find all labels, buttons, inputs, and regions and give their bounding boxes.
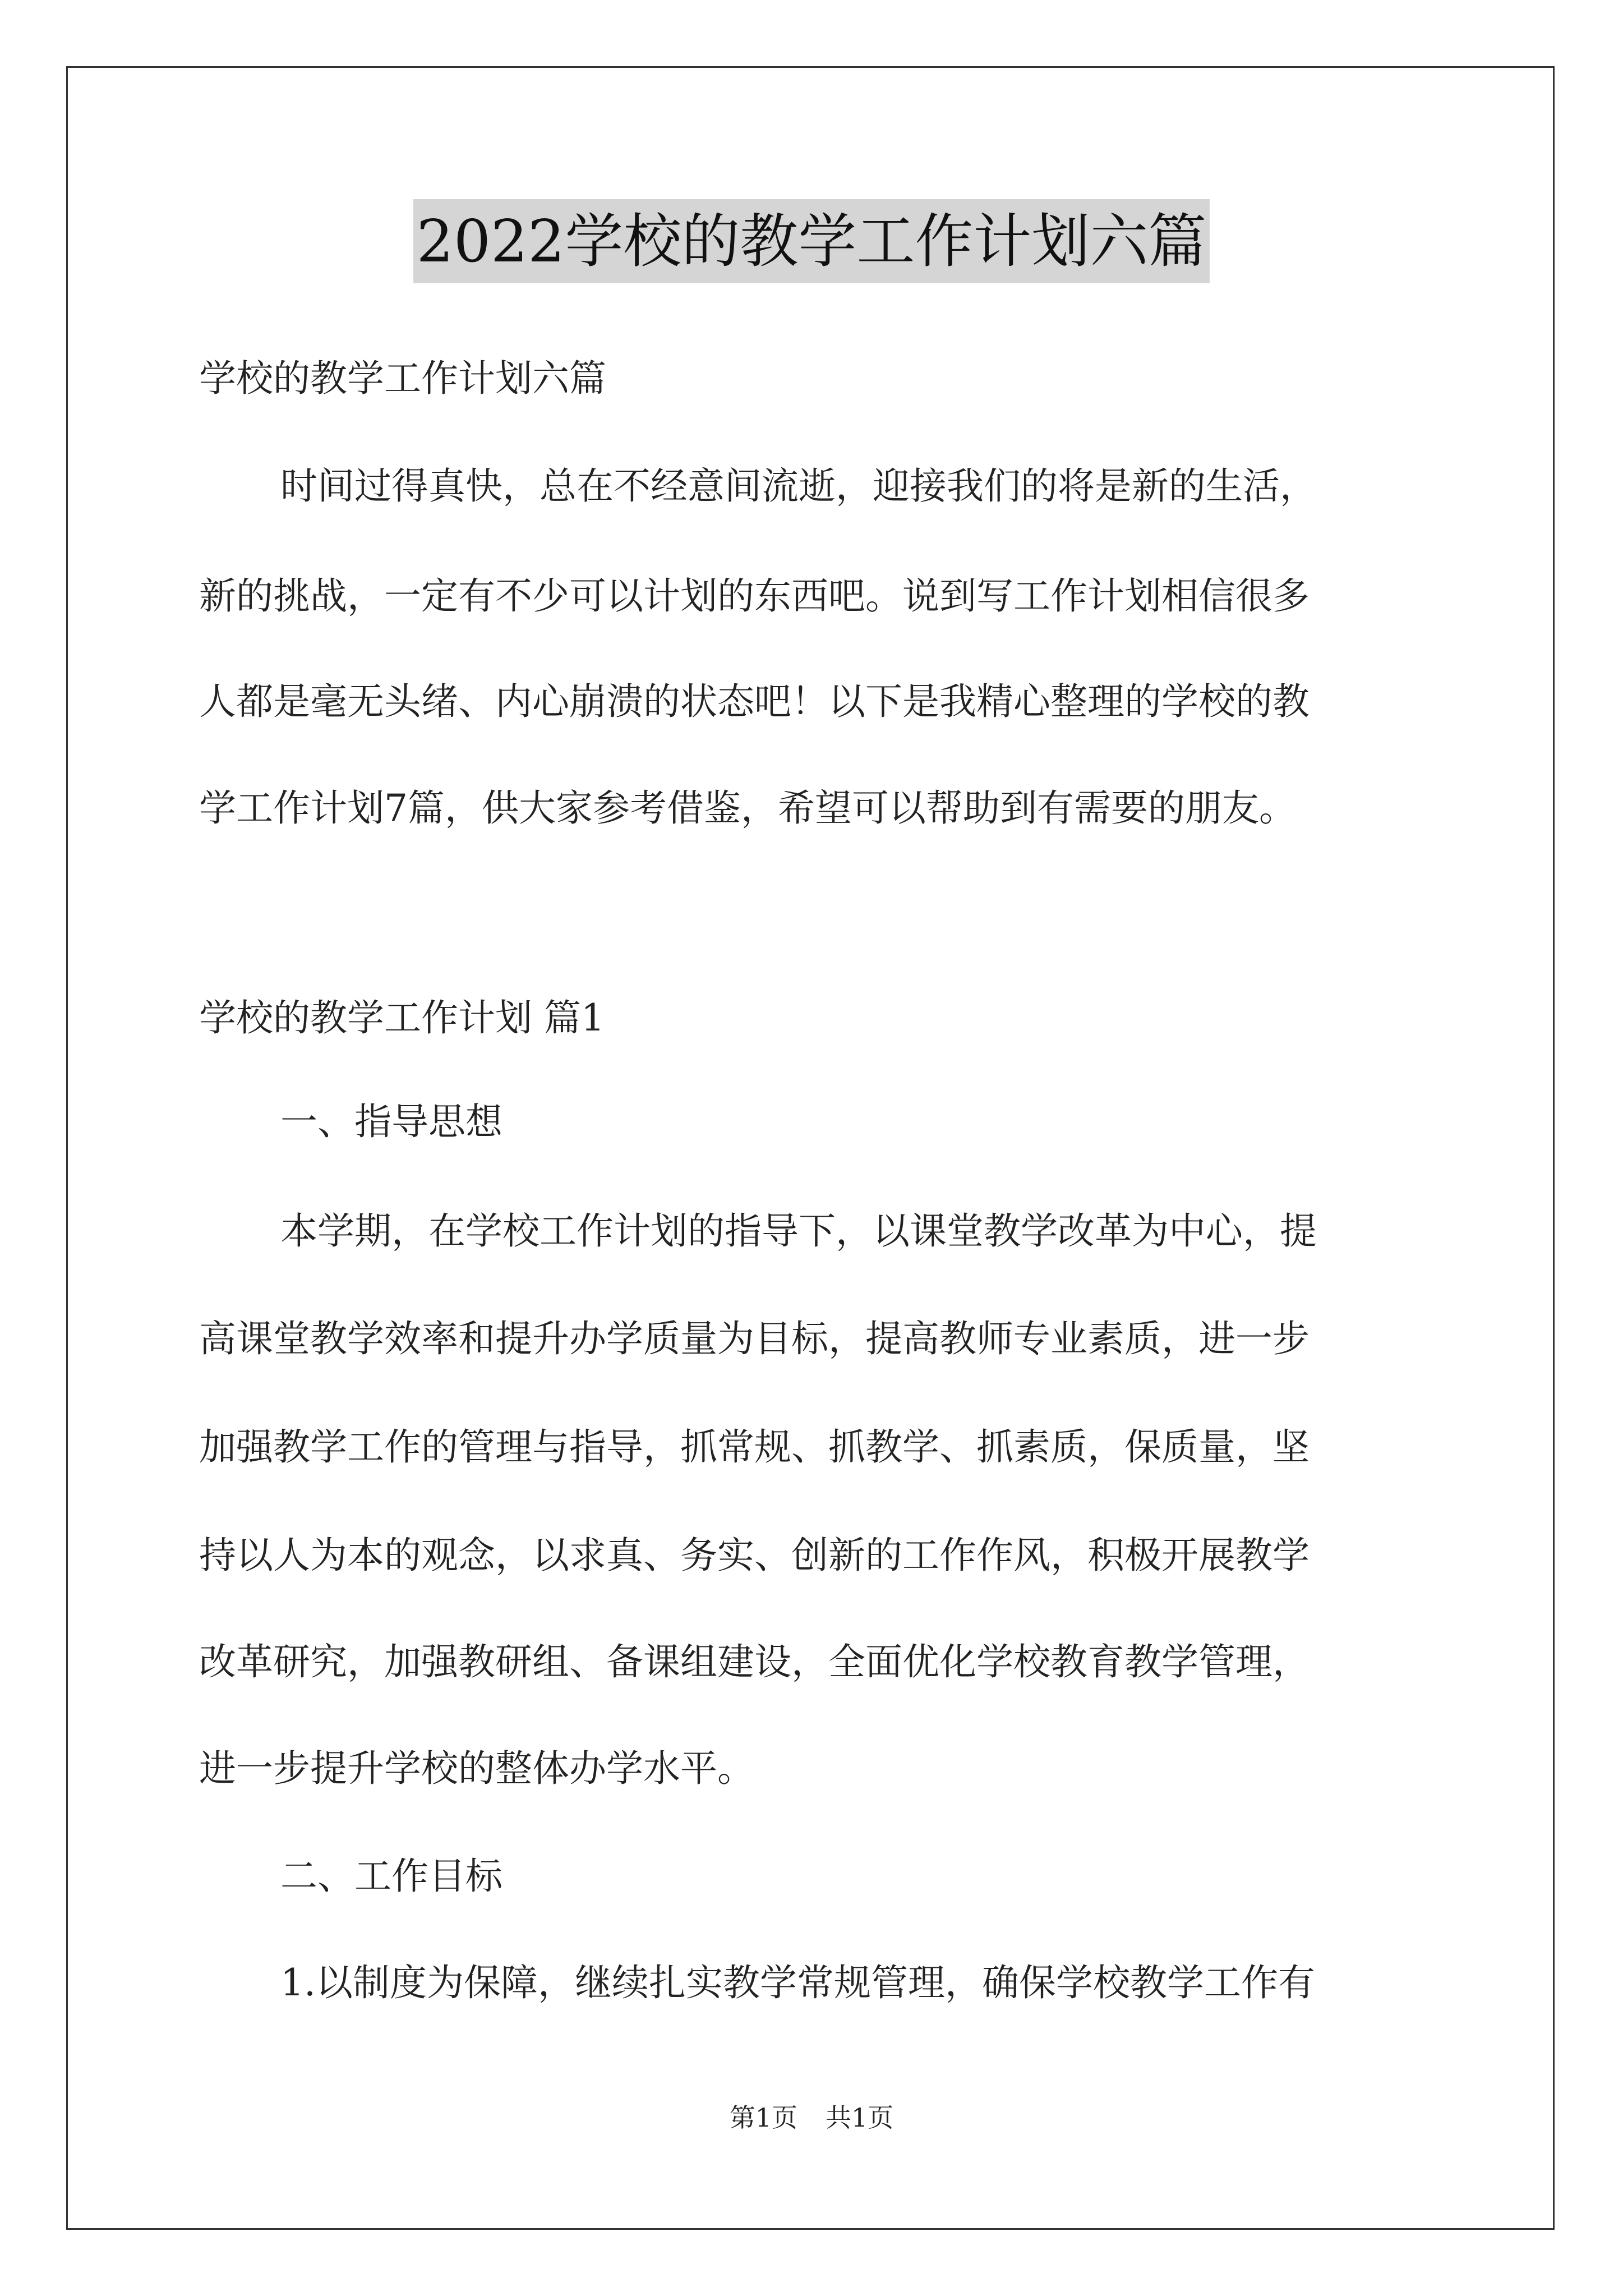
page-footer	[0, 2101, 1623, 2134]
list-item-1: 1.以制度为保障，继续扎实教学常规管理，确保学校教学工作有	[280, 1961, 1315, 2004]
heading-work-goals: 二、工作目标	[280, 1855, 502, 1898]
body-line-5: 改革研究，加强教研组、备课组建设，全面优化学校教育教学管理，	[199, 1640, 1310, 1683]
heading-guiding-ideology: 一、指导思想	[280, 1100, 502, 1143]
document-title: 2022学校的教学工作计划六篇	[413, 199, 1210, 283]
body-line-1: 本学期，在学校工作计划的指导下，以课堂教学改革为中心，提	[280, 1209, 1317, 1253]
body-line-6: 进一步提升学校的整体办学水平。	[199, 1747, 754, 1790]
body-line-3: 加强教学工作的管理与指导，抓常规、抓教学、抓素质，保质量，坚	[199, 1425, 1310, 1469]
page-number: 第1页	[729, 2102, 797, 2133]
intro-line-1: 时间过得真快，总在不经意间流逝，迎接我们的将是新的生活，	[280, 464, 1317, 508]
intro-line-4: 学工作计划7篇，供大家参考借鉴，希望可以帮助到有需要的朋友。	[199, 786, 1296, 830]
document-subtitle: 学校的教学工作计划六篇	[199, 357, 606, 400]
intro-line-3: 人都是毫无头绪、内心崩溃的状态吧！以下是我精心整理的学校的教	[199, 680, 1310, 723]
body-line-2: 高课堂教学效率和提升办学质量为目标，提高教师专业素质，进一步	[199, 1317, 1310, 1360]
page-total: 共1页	[826, 2102, 894, 2133]
section-heading: 学校的教学工作计划 篇1	[199, 996, 605, 1039]
intro-line-2: 新的挑战，一定有不少可以计划的东西吧。说到写工作计划相信很多	[199, 574, 1310, 618]
body-line-4: 持以人为本的观念，以求真、务实、创新的工作作风，积极开展教学	[199, 1534, 1310, 1577]
title-container	[0, 199, 1623, 283]
